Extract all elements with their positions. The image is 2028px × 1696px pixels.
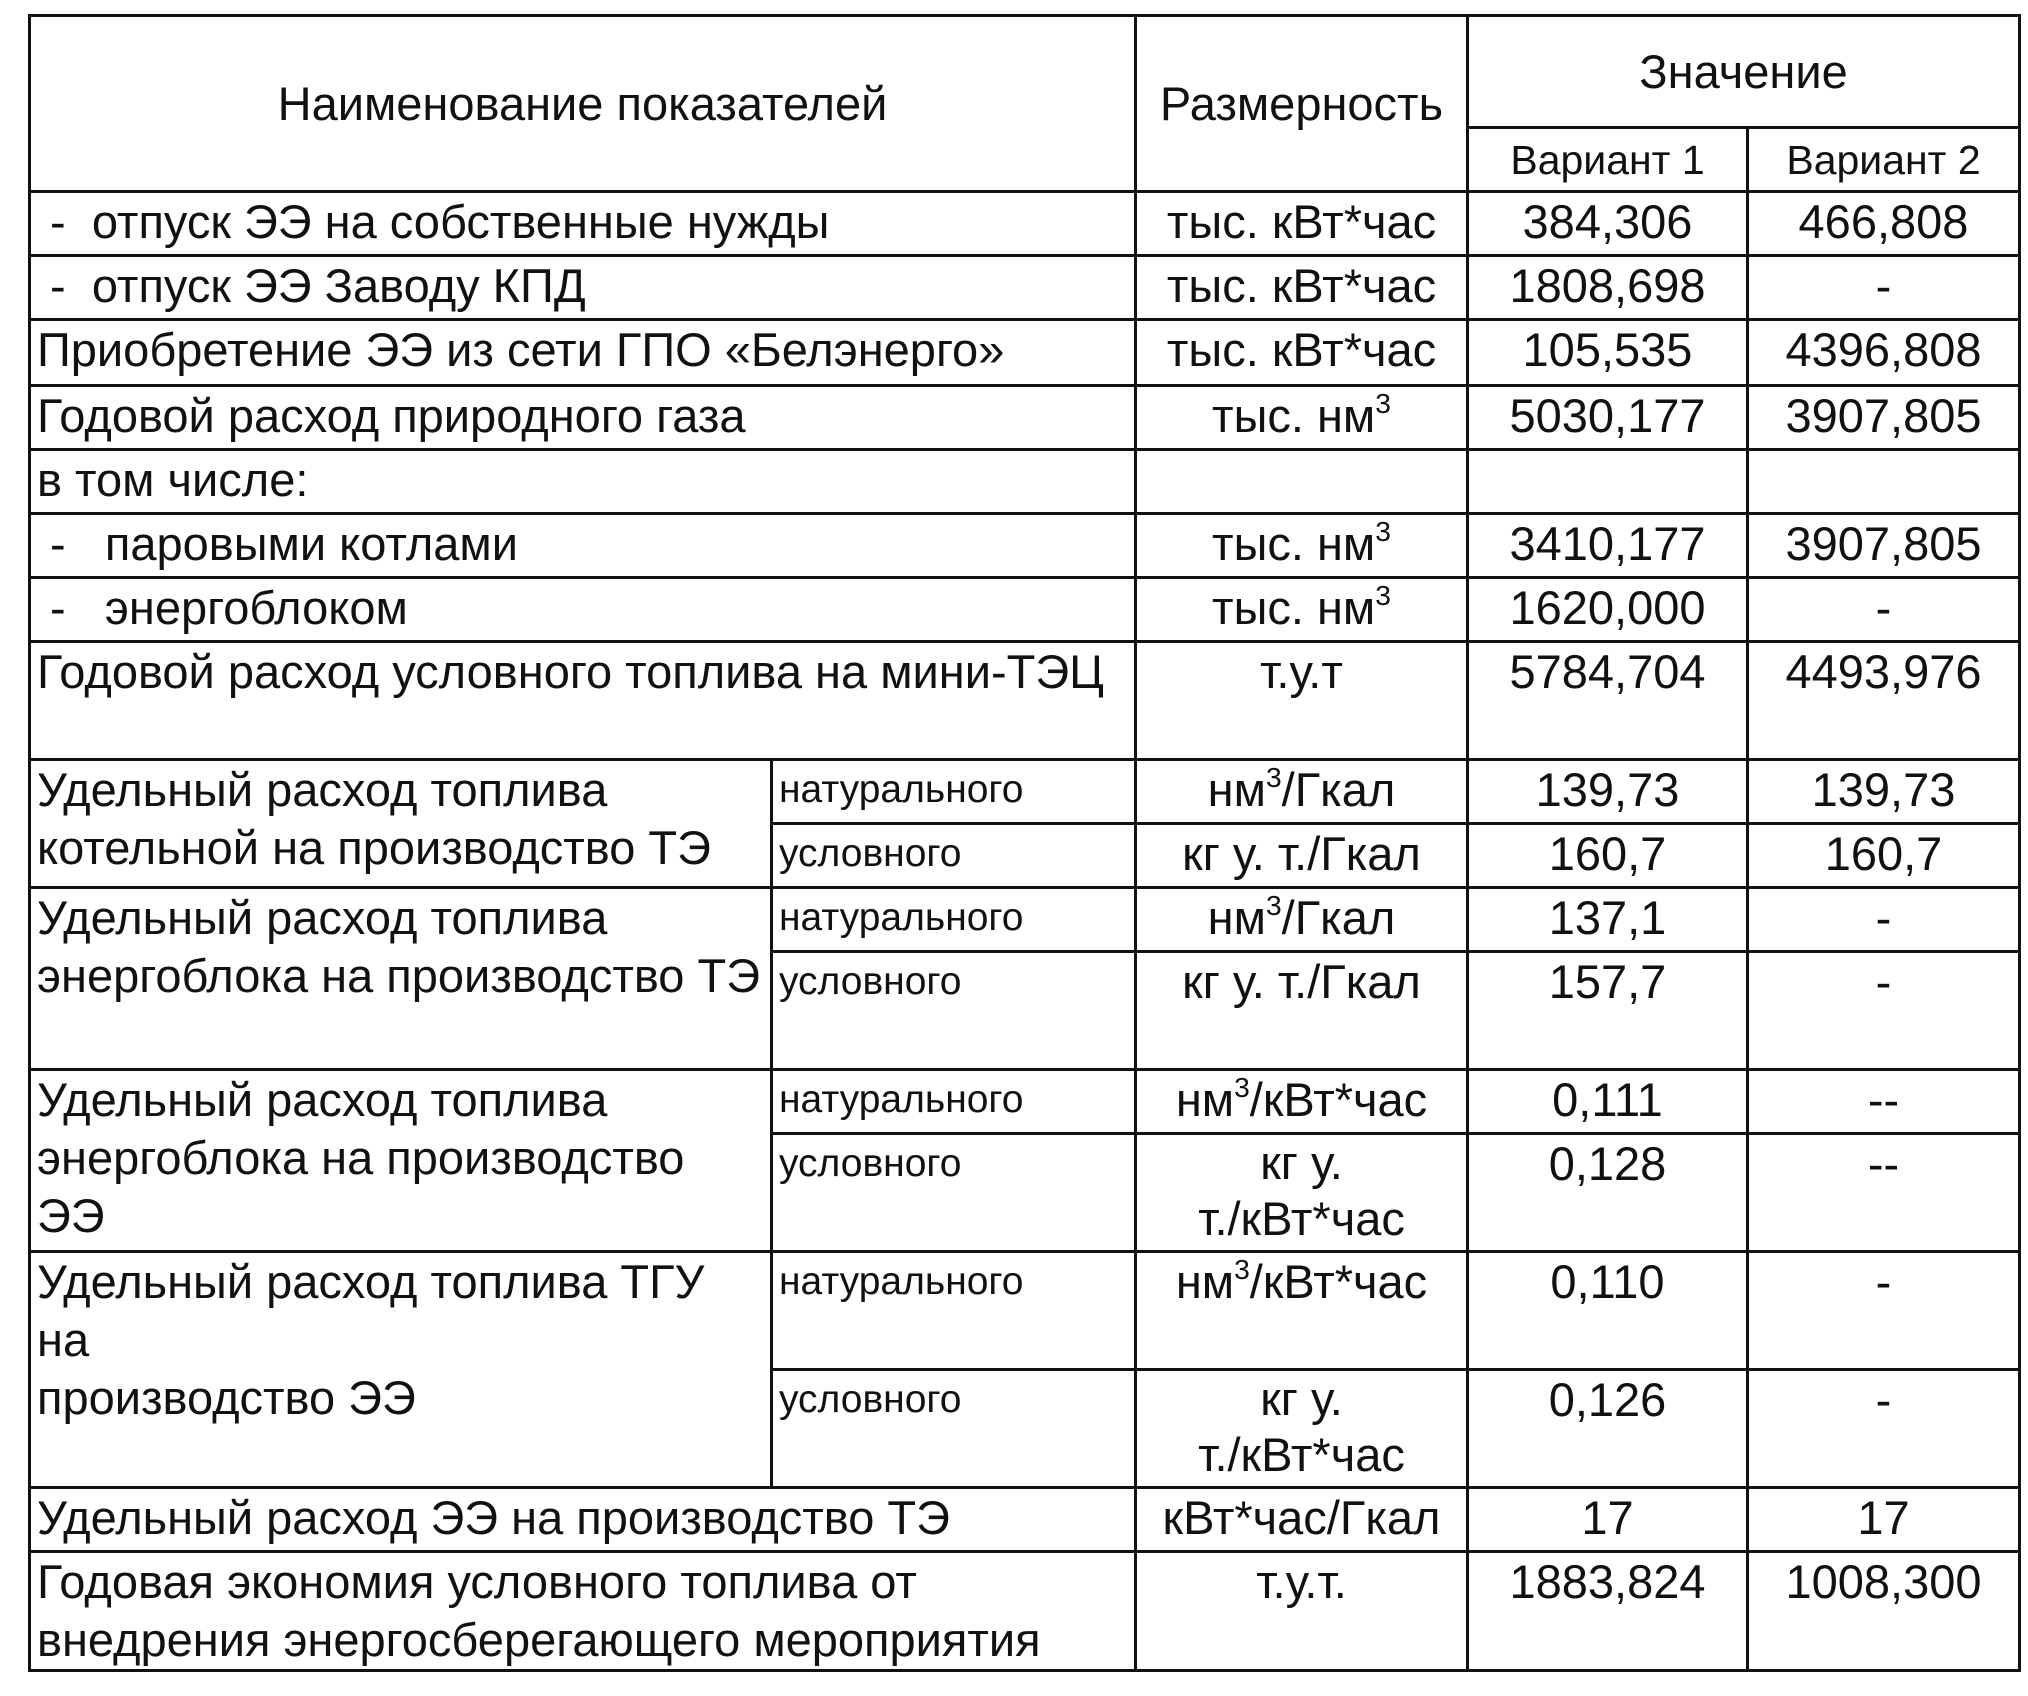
- row-name: в том числе:: [30, 450, 1136, 514]
- unit-text: тыс. нм: [1212, 389, 1376, 442]
- row-name: - отпуск ЭЭ Заводу КПД: [30, 256, 1136, 320]
- row-subtype-natural: натурального: [772, 1070, 1136, 1134]
- row-v1: 3410,177: [1468, 514, 1748, 578]
- row-v2: 4493,976: [1748, 642, 2020, 760]
- table-row: [30, 888, 2020, 952]
- row-v2: -: [1748, 256, 2020, 320]
- row-v2: 3907,805: [1748, 514, 2020, 578]
- row-v1: 0,126: [1468, 1370, 1748, 1488]
- row-v1: 1620,000: [1468, 578, 1748, 642]
- row-name: Удельный расход топлива энергоблока на производство ТЭ: [30, 888, 772, 1070]
- row-unit: $нм^3$/Гкал: [1136, 760, 1468, 824]
- row-v2: 1008,300: [1748, 1552, 2020, 1671]
- table-row: [30, 1488, 2020, 1552]
- row-unit: т.у.т.: [1136, 1552, 1468, 1671]
- header-variant2: Вариант 2: [1748, 128, 2020, 192]
- row-v1: 157,7: [1468, 952, 1748, 1070]
- row-name: Годовой расход природного газа: [30, 386, 1136, 450]
- row-subtype-conventional: условного: [772, 824, 1136, 888]
- table-row: [30, 1552, 2020, 1671]
- row-v2: --: [1748, 1134, 2020, 1252]
- row-v2: -: [1748, 952, 2020, 1070]
- row-subtype-natural: натурального: [772, 1252, 1136, 1370]
- row-v1: 160,7: [1468, 824, 1748, 888]
- row-subtype-natural: натурального: [772, 888, 1136, 952]
- table-row: [30, 320, 2020, 386]
- row-name: - энергоблоком: [30, 578, 1136, 642]
- row-name: Годовой расход условного топлива на мини-ТЭЦ: [30, 642, 1136, 760]
- row-name: Приобретение ЭЭ из сети ГПО «Белэнерго»: [30, 320, 1136, 386]
- row-v1: 0,111: [1468, 1070, 1748, 1134]
- header-name: Наименование показателей: [30, 16, 1136, 192]
- table-row: [30, 642, 2020, 760]
- row-unit: [1136, 514, 1468, 578]
- table-row: [30, 514, 2020, 578]
- table-row: [30, 1252, 2020, 1370]
- row-v2: 466,808: [1748, 192, 2020, 256]
- table-row: [30, 578, 2020, 642]
- row-unit: кг у. т./кВт*час: [1136, 1370, 1468, 1488]
- row-name: Удельный расход ЭЭ на производство ТЭ: [30, 1488, 1136, 1552]
- row-v2: 139,73: [1748, 760, 2020, 824]
- row-unit: т.у.т: [1136, 642, 1468, 760]
- row-v2: [1748, 450, 2020, 514]
- indicators-table: [28, 14, 2021, 1672]
- row-subtype-natural: натурального: [772, 760, 1136, 824]
- row-v2: -: [1748, 888, 2020, 952]
- row-unit: тыс. кВт*час: [1136, 256, 1468, 320]
- row-unit: $нм^3/кВт*час$: [1136, 1070, 1468, 1134]
- row-v1: 5030,177: [1468, 386, 1748, 450]
- table-row: [30, 760, 2020, 824]
- row-v2: 17: [1748, 1488, 2020, 1552]
- row-unit: [1136, 386, 1468, 450]
- row-name: Годовая экономия условного топлива от внедрения энергосберегающего мероприятия: [30, 1552, 1136, 1671]
- unit-superscript: 3: [1375, 514, 1391, 547]
- row-subtype-conventional: условного: [772, 952, 1136, 1070]
- row-v2: 160,7: [1748, 824, 2020, 888]
- row-v1: 105,535: [1468, 320, 1748, 386]
- table-row: [30, 1070, 2020, 1134]
- row-v2: --: [1748, 1070, 2020, 1134]
- table-row: [30, 386, 2020, 450]
- row-v1: [1468, 450, 1748, 514]
- row-v1: 1808,698: [1468, 256, 1748, 320]
- row-v1: 0,110: [1468, 1252, 1748, 1370]
- row-subtype-conventional: условного: [772, 1370, 1136, 1488]
- unit-superscript: 3: [1375, 386, 1391, 419]
- row-v1: 139,73: [1468, 760, 1748, 824]
- row-unit: [1136, 450, 1468, 514]
- row-unit: тыс. кВт*час: [1136, 192, 1468, 256]
- row-v2: -: [1748, 578, 2020, 642]
- unit-text: тыс. нм: [1212, 581, 1376, 634]
- row-unit: [1136, 578, 1468, 642]
- row-v2: -: [1748, 1370, 2020, 1488]
- row-unit: кг у. т./Гкал: [1136, 824, 1468, 888]
- row-unit: кВт*час/Гкал: [1136, 1488, 1468, 1552]
- row-name: Удельный расход топлива энергоблока на производство ЭЭ: [30, 1070, 772, 1252]
- row-unit: $нм^3$/Гкал: [1136, 888, 1468, 952]
- unit-superscript: 3: [1375, 578, 1391, 611]
- row-subtype-conventional: условного: [772, 1134, 1136, 1252]
- row-name: Удельный расход топлива ТГУ на производство ЭЭ: [30, 1252, 772, 1488]
- header-unit: Размерность: [1136, 16, 1468, 192]
- row-name: - паровыми котлами: [30, 514, 1136, 578]
- row-unit: кг у. т./кВт*час: [1136, 1134, 1468, 1252]
- table-row: [30, 450, 2020, 514]
- row-v1: 17: [1468, 1488, 1748, 1552]
- header-variant1: Вариант 1: [1468, 128, 1748, 192]
- row-unit: кг у. т./Гкал: [1136, 952, 1468, 1070]
- table-row: [30, 256, 2020, 320]
- row-v2: 3907,805: [1748, 386, 2020, 450]
- row-v2: -: [1748, 1252, 2020, 1370]
- unit-text: тыс. нм: [1212, 517, 1376, 570]
- row-v2: 4396,808: [1748, 320, 2020, 386]
- row-name: Удельный расход топлива котельной на производство ТЭ: [30, 760, 772, 888]
- row-v1: 137,1: [1468, 888, 1748, 952]
- row-unit: $нм^3/кВт*час$: [1136, 1252, 1468, 1370]
- header-value: Значение: [1468, 16, 2020, 128]
- row-v1: 0,128: [1468, 1134, 1748, 1252]
- row-v1: 1883,824: [1468, 1552, 1748, 1671]
- table-row: [30, 192, 2020, 256]
- row-v1: 384,306: [1468, 192, 1748, 256]
- row-unit: тыс. кВт*час: [1136, 320, 1468, 386]
- row-name: - отпуск ЭЭ на собственные нужды: [30, 192, 1136, 256]
- row-v1: 5784,704: [1468, 642, 1748, 760]
